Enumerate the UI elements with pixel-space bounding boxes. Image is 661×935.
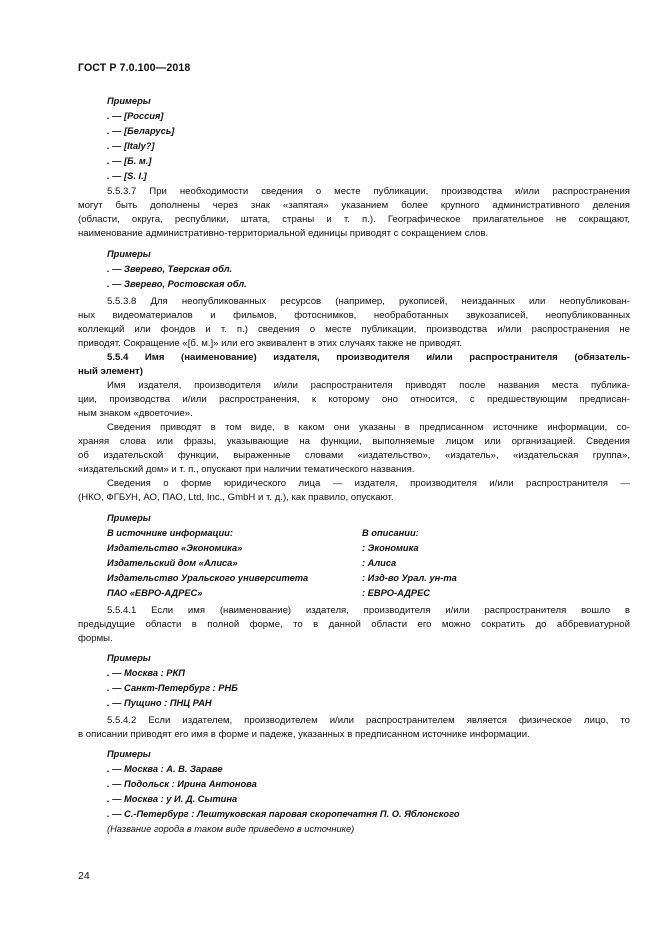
- example-item: . — Пущино : ПНЦ РАН: [107, 698, 212, 708]
- example-note: (Название города в таком виде приведено в источнике): [107, 824, 355, 834]
- section-heading: ный элемент): [78, 366, 143, 377]
- column-header-source: В источнике информации:: [107, 528, 233, 538]
- paragraph-line: наименование административно-территориальной единицы приводят с сокращением слов.: [78, 228, 489, 239]
- example-item: . — Санкт-Петербург : РНБ: [107, 683, 238, 693]
- example-description: : Изд-во Урал. ун-та: [362, 573, 457, 583]
- example-description: : ЕВРО-АДРЕС: [362, 588, 431, 598]
- page-number: 24: [78, 870, 90, 882]
- examples-label: Примеры: [107, 96, 151, 106]
- paragraph-line: 5.5.4.2 Если издателем, производителем и/или распространителем является физическое лицо, то: [107, 715, 630, 726]
- example-source: ПАО «ЕВРО-АДРЕС»: [107, 588, 203, 598]
- example-source: Издательский дом «Алиса»: [107, 558, 238, 568]
- example-item: . — [Беларусь]: [107, 126, 175, 136]
- example-item: . — С.-Петербург : Лештуковская паровая скоропечатня П. О. Яблонского: [107, 809, 460, 819]
- paragraph-line: Сведения приводят в том виде, в каком они указаны в предписанном источнике информации, со-: [107, 422, 630, 433]
- example-source: Издательство Уральского университета: [107, 573, 309, 583]
- example-item: . — Москва : у И. Д. Сытина: [107, 794, 238, 804]
- example-item: . — Подольск : Ирина Антонова: [107, 779, 257, 789]
- example-description: : Экономика: [362, 543, 419, 553]
- paragraph-line: ции, производства и/или распространения, к которому оно относится, с предшествующим предписан-: [78, 394, 630, 405]
- paragraph-line: в описании приводят его имя в форме и падеже, указанных в предписанном источнике информации.: [78, 729, 530, 740]
- example-item: . — Москва : А. В. Зараве: [107, 764, 223, 774]
- example-item: . — [Б. м.]: [107, 156, 152, 166]
- paragraph-line: коллекций или фондов и т. п.) сведения о месте публикации, производства и/или распространения не: [78, 324, 630, 335]
- paragraph-line: об издательской функции, выраженные словами «издательство», «издатель», «издательская группа»,: [78, 450, 630, 461]
- paragraph-line: 5.5.4.1 Если имя (наименование) издателя, производителя и/или распространителя вошло в: [107, 605, 630, 616]
- example-item: . — [Россия]: [107, 111, 164, 121]
- paragraph-line: (области, округа, республики, штата, страны и т. п.). Географическое прилагательное не сокращают,: [78, 214, 630, 225]
- paragraph-line: Сведения о форме юридического лица — издателя, производителя и/или распространителя —: [107, 478, 630, 489]
- paragraph-line: Имя издателя, производителя и/или распространителя приводят после названия места публика-: [107, 380, 630, 391]
- example-item: . — Зверево, Ростовская обл.: [107, 279, 247, 289]
- section-heading: 5.5.4 Имя (наименование) издателя, производителя и/или распространителя (обязатель-: [107, 352, 630, 363]
- paragraph-line: «издательский дом» и т. п., опускают при наличии тематического названия.: [78, 464, 415, 475]
- column-header-description: В описании:: [362, 528, 419, 538]
- example-item: . — [S. l.]: [107, 171, 147, 181]
- paragraph-line: 5.5.3.8 Для неопубликованных ресурсов (например, рукописей, неизданных или неопубликован-: [107, 296, 630, 307]
- example-item: . — [Italy?]: [107, 141, 155, 151]
- example-item: . — Зверево, Тверская обл.: [107, 264, 233, 274]
- paragraph-line: ных видеоматериалов и фильмов, фотоснимков, необработанных звукозаписей, неопубликованных: [78, 310, 630, 321]
- paragraph-line: предыдущие области в полной форме, то в данной области его можно сократить до аббревиатурной: [78, 619, 630, 630]
- examples-label: Примеры: [107, 513, 151, 523]
- paragraph-line: 5.5.3.7 При необходимости сведения о месте публикации, производства и/или распространения: [107, 186, 630, 197]
- document-header: ГОСТ Р 7.0.100—2018: [78, 62, 191, 74]
- paragraph-line: (НКО, ФГБУН, АО, ПАО, Ltd, Inc., GmbH и т. д.), как правило, опускают.: [78, 492, 394, 503]
- examples-label: Примеры: [107, 653, 151, 663]
- paragraph-line: храняя слова или фразы, указывающие на функции, выполняемые лицом или организацией. Сведения: [78, 436, 630, 447]
- example-item: . — Москва : РКП: [107, 668, 185, 678]
- paragraph-line: могут быть дополнены через знак «запятая» указанием более крупного административного деления: [78, 200, 630, 211]
- paragraph-line: формы.: [78, 633, 113, 644]
- examples-label: Примеры: [107, 749, 151, 759]
- paragraph-line: приводят. Сокращение «[б. м.]» или его эквивалент в этих случаях также не приводят.: [78, 338, 463, 349]
- example-source: Издательство «Экономика»: [107, 543, 243, 553]
- example-description: : Алиса: [362, 558, 397, 568]
- examples-label: Примеры: [107, 249, 151, 259]
- paragraph-line: ным знаком «двоеточие».: [78, 408, 193, 419]
